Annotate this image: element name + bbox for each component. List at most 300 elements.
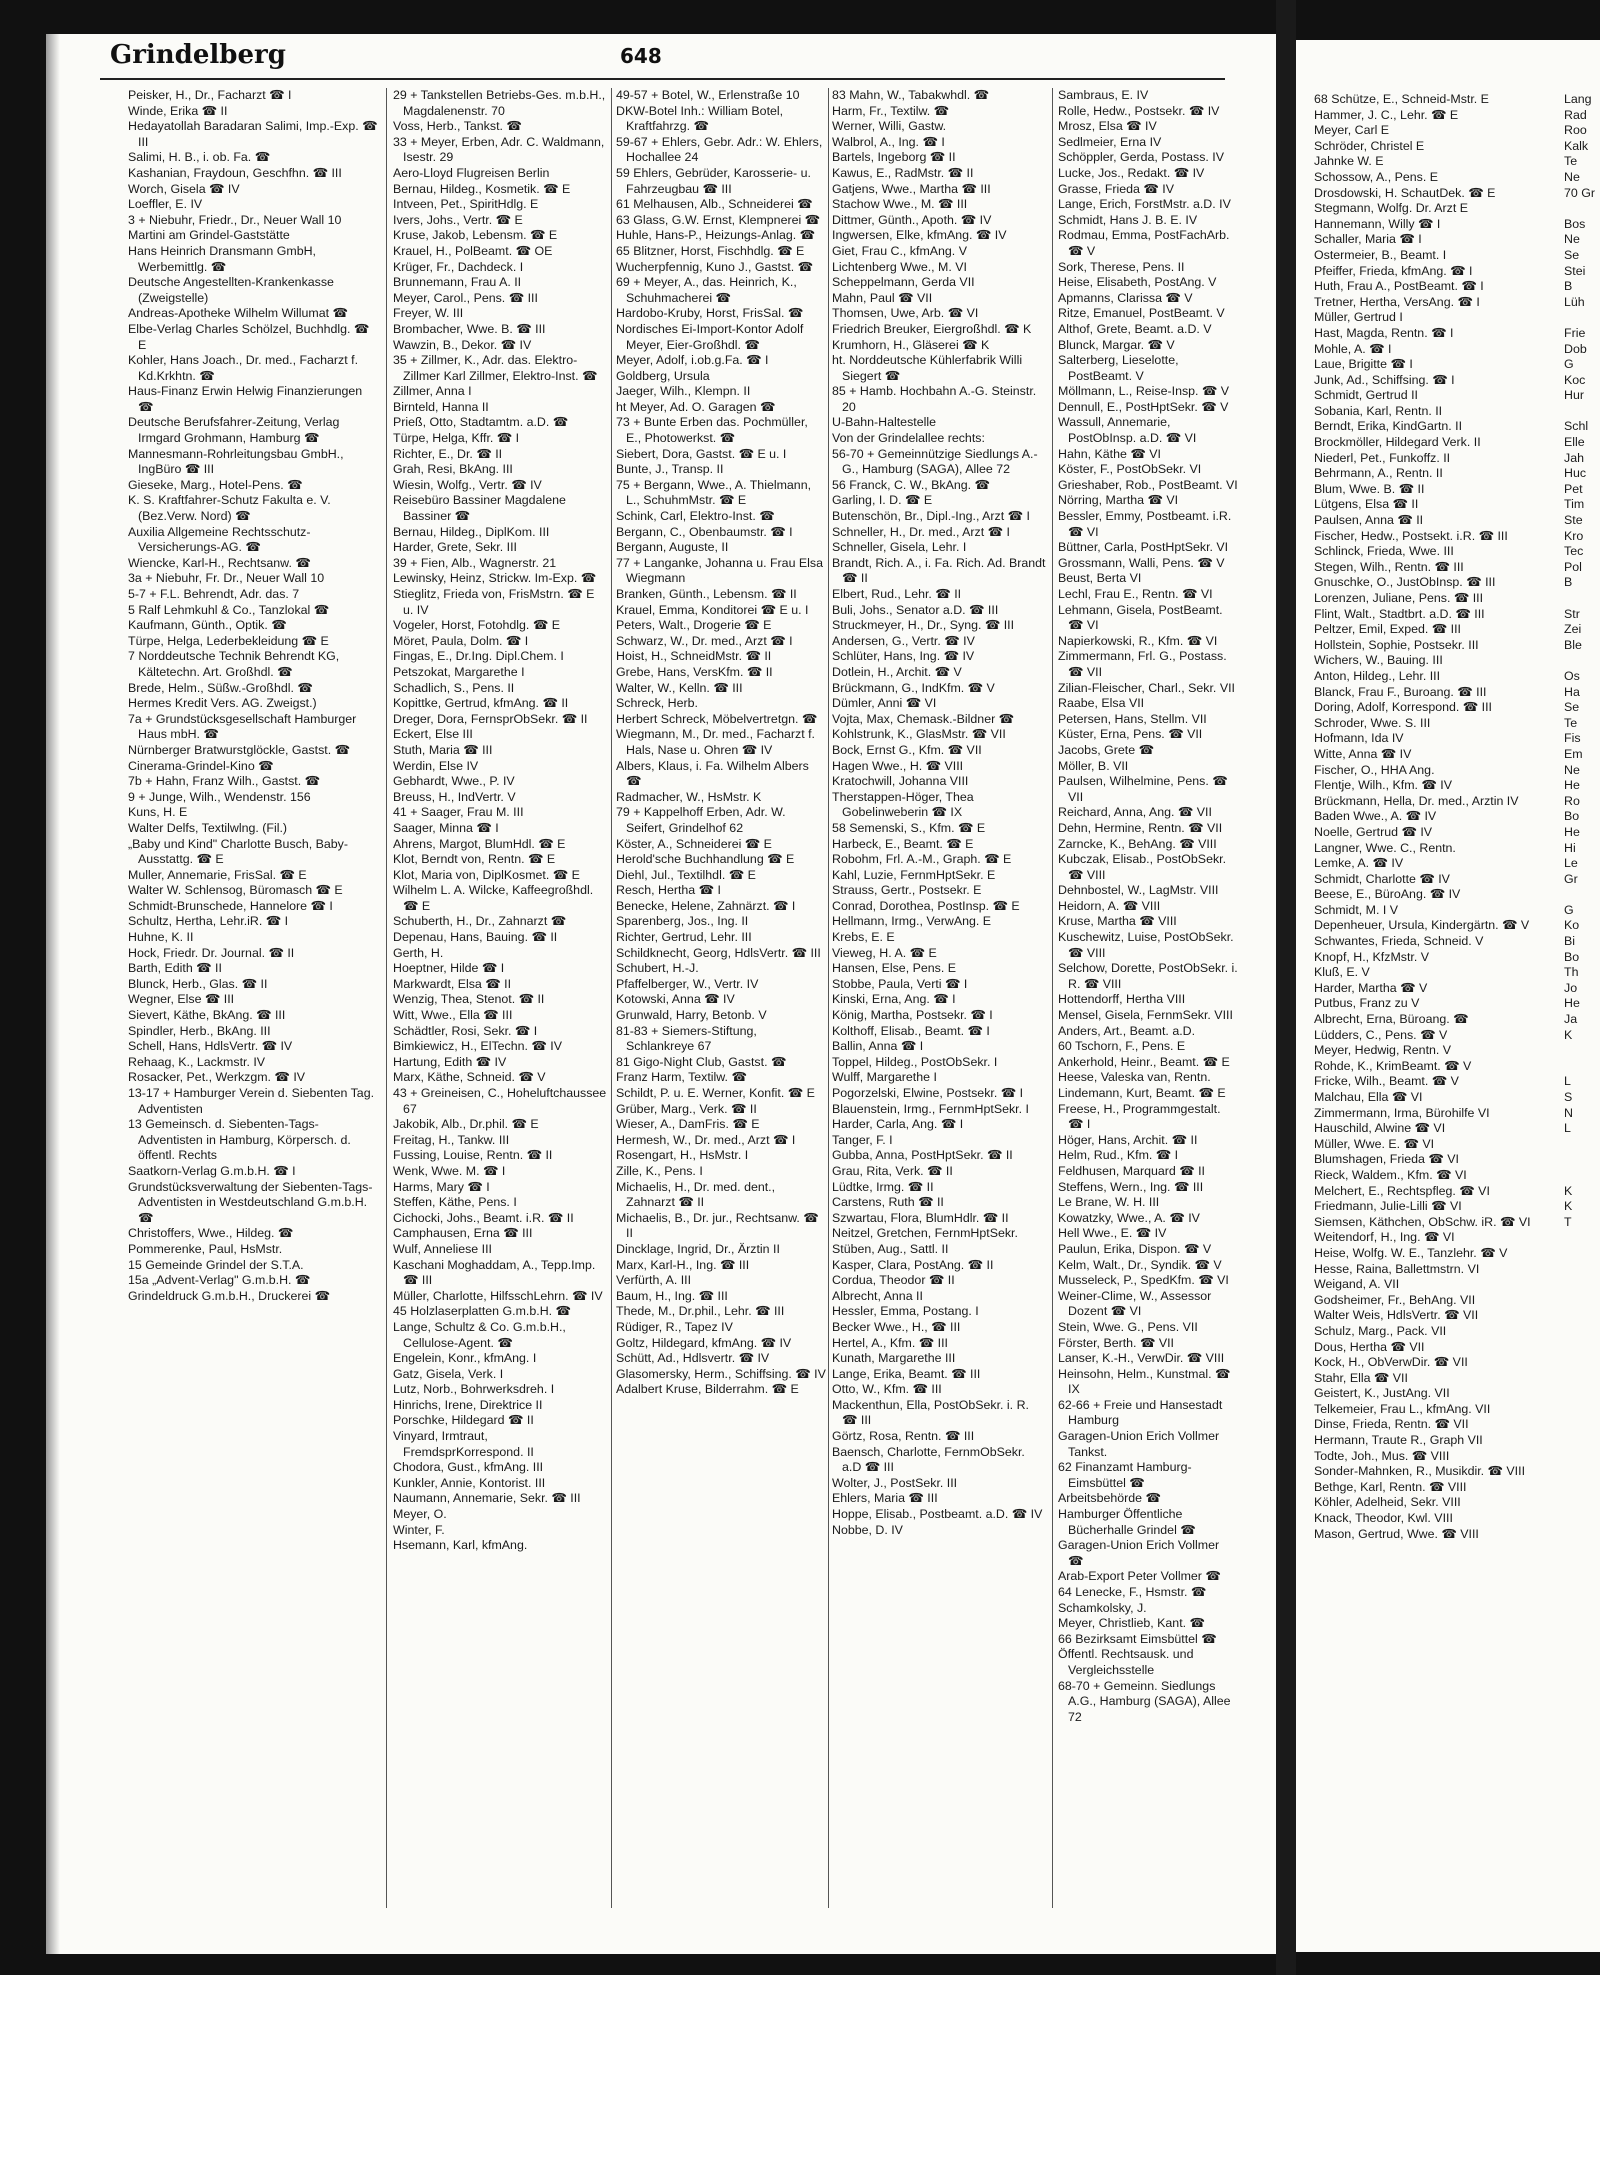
directory-entry: Ahrens, Margot, BlumHdl. ☎ E (393, 836, 566, 851)
column-divider (828, 88, 829, 1908)
directory-entry: Therstappen-Höger, Thea Gobelinweberin ☎ IX (832, 789, 974, 820)
directory-entry: Reichard, Anna, Ang. ☎ VII (1058, 805, 1212, 820)
directory-entry: Dincklage, Ingrid, Dr., Ärztin II (616, 1241, 780, 1256)
directory-entry: Auxilia Allgemeine Rechtsschutz-Versicherungs-AG. ☎ (128, 524, 311, 555)
directory-entry: Hesse, Raina, Ballettmstrn. VI (1314, 1261, 1480, 1276)
directory-entry: Witt, Wwe., Ella ☎ III (393, 1008, 513, 1023)
directory-entry: Kohlstrunk, K., GlasMstr. ☎ VII (832, 727, 1006, 742)
directory-entry: Noelle, Gertrud ☎ IV (1314, 824, 1433, 839)
directory-entry: Wassull, Annemarie, PostObInsp. a.D. ☎ VI (1058, 415, 1197, 446)
directory-entry: Sork, Therese, Pens. II (1058, 259, 1185, 274)
directory-entry: Kruse, Martha ☎ VIII (1058, 914, 1177, 929)
directory-entry: Schuberth, H., Dr., Zahnarzt ☎ (393, 914, 567, 929)
directory-entry: 13 Gemeinsch. d. Siebenten-Tags-Adventisten in Hamburg, Körpersch. d. öffentl. Rechts (128, 1117, 351, 1163)
directory-entry: Brückmann, G., IndKfm. ☎ V (832, 680, 995, 695)
directory-entry: Wilhelm L. A. Wilcke, Kaffeegroßhdl. ☎ E (393, 883, 594, 913)
directory-entry: Köhler, Adelheid, Sekr. VIII (1314, 1495, 1461, 1510)
directory-entry: Lemke, A. ☎ IV (1314, 856, 1404, 871)
directory-entry: Goltz, Hildegard, kfmAng. ☎ IV (616, 1335, 792, 1350)
directory-entry: Schroder, Wwe. S. III (1314, 715, 1431, 730)
directory-entry: Wiegmann, M., Dr. med., Facharzt f. Hals, Nase u. Ohren ☎ IV (616, 727, 815, 757)
directory-entry: Ballin, Anna ☎ I (832, 1039, 924, 1054)
directory-entry: Michaelis, B., Dr. jur., Rechtsanw. ☎ II (616, 1210, 819, 1241)
directory-entry: Wenzig, Thea, Stenot. ☎ II (393, 992, 545, 1007)
directory-entry: Rohde, K., KrimBeamt. ☎ V (1314, 1058, 1472, 1073)
directory-entry-fragment: Ne (1564, 232, 1580, 247)
directory-entry: Rodmau, Emma, PostFachArb. ☎ V (1058, 228, 1230, 258)
directory-entry: 83 Mahn, W., Tabakwhdl. ☎ (832, 88, 990, 102)
directory-entry: Bernau, Hildeg., Kosmetik. ☎ E (393, 181, 571, 196)
directory-column-4 (832, 88, 1047, 1888)
page-number: 648 (620, 44, 662, 68)
directory-entry: Dotlein, H., Archit. ☎ V (832, 664, 962, 679)
right-page-column-1 (1314, 92, 1544, 1542)
directory-entry: Wawzin, B., Dekor. ☎ IV (393, 337, 532, 352)
directory-entry: Görtz, Rosa, Rentn. ☎ III (832, 1429, 975, 1444)
directory-entry: Schultz, Hertha, Lehr.iR. ☎ I (128, 914, 289, 929)
directory-entry: Schossow, A., Pens. E (1314, 169, 1438, 184)
directory-entry: Walter Delfs, Textilwlng. (Fil.) (128, 820, 288, 835)
directory-entry-fragment: Le (1564, 856, 1578, 871)
directory-entry-fragment: 70 Gr (1564, 185, 1595, 200)
directory-entry: Cichocki, Johs., Beamt. i.R. ☎ II (393, 1210, 574, 1225)
directory-entry: Musseleck, P., SpedKfm. ☎ VI (1058, 1273, 1229, 1288)
directory-entry: Wieser, A., DamFris. ☎ E (616, 1117, 760, 1132)
directory-entry: Helm, Rud., Kfm. ☎ I (1058, 1148, 1179, 1163)
directory-entry: Andersen, G., Vertr. ☎ IV (832, 633, 975, 648)
directory-entry: Schwarz, W., Dr. med., Arzt ☎ I (616, 633, 793, 648)
directory-entry: Krüger, Fr., Dachdeck. I (393, 259, 524, 274)
directory-entry: Pogorzelski, Elwine, Postsekr. ☎ I (832, 1086, 1024, 1100)
directory-entry: Drosdowski, H. SchautDek. ☎ E (1314, 185, 1496, 200)
directory-entry-fragment: Lang (1564, 92, 1592, 106)
directory-entry: Reisebüro Bassiner Magdalene Bassiner ☎ (393, 493, 566, 524)
directory-entry: 15 Gemeinde Grindel der S.T.A. (128, 1257, 304, 1272)
directory-entry: Rosacker, Pet., Werkzgm. ☎ IV (128, 1070, 306, 1085)
directory-entry: Von der Grindelallee rechts: (832, 431, 985, 446)
directory-entry: Öffentl. Rechtsausk. und Vergleichsstelle (1058, 1647, 1194, 1677)
directory-entry: Möret, Paula, Dolm. ☎ I (393, 633, 529, 648)
directory-column-1 (128, 88, 378, 1888)
directory-entry: Schneller, Gisela, Lehr. I (832, 540, 967, 555)
directory-entry: Brede, Helm., Süßw.-Großhdl. ☎ (128, 680, 313, 695)
directory-entry: Arbeitsbehörde ☎ (1058, 1491, 1161, 1506)
directory-entry-fragment: He (1564, 996, 1580, 1011)
directory-entry-fragment: K (1564, 1027, 1573, 1042)
directory-entry: Marx, Käthe, Schneid. ☎ V (393, 1070, 546, 1085)
directory-entry: Hottendorff, Hertha VIII (1058, 992, 1186, 1007)
directory-entry: Schildt, P. u. E. Werner, Konfit. ☎ E (616, 1086, 815, 1100)
directory-entry-fragment: Stei (1564, 263, 1586, 278)
directory-entry-fragment: Ne (1564, 169, 1580, 184)
directory-entry: Meyer, Hedwig, Rentn. V (1314, 1043, 1452, 1058)
directory-entry: Loeffler, E. IV (128, 197, 203, 212)
directory-entry: Vinyard, Irmtraut, FremdsprKorrespond. II (393, 1429, 534, 1459)
directory-entry: Blanck, Frau F., Buroang. ☎ III (1314, 684, 1487, 699)
directory-entry: Petersen, Hans, Stellm. VII (1058, 711, 1207, 726)
directory-entry: Kasper, Clara, PostAng. ☎ II (832, 1257, 994, 1272)
directory-entry: Lütgens, Elsa ☎ II (1314, 497, 1419, 512)
directory-entry: Schadlich, S., Pens. II (393, 680, 515, 695)
directory-entry: Strauss, Gertr., Postsekr. E (832, 883, 982, 898)
directory-entry: Kruse, Jakob, Lebensm. ☎ E (393, 228, 558, 243)
directory-entry-fragment: Fis (1564, 731, 1581, 746)
directory-entry-fragment: Jo (1564, 980, 1578, 995)
directory-entry: Hoist, H., SchneidMstr. ☎ II (616, 649, 772, 664)
directory-entry: Kolthoff, Elisab., Beamt. ☎ I (832, 1023, 990, 1038)
directory-entry: Brandt, Rich. A., i. Fa. Rich. Ad. Brandt ☎ II (832, 555, 1046, 586)
directory-entry: Werner, Willi, Gastw. (832, 119, 947, 134)
directory-entry: Ivers, Johs., Vertr. ☎ E (393, 212, 523, 227)
directory-entry-fragment: Os (1564, 668, 1580, 683)
directory-entry: Stüben, Aug., Sattl. II (832, 1241, 949, 1256)
directory-entry: Fingas, E., Dr.Ing. Dipl.Chem. I (393, 649, 564, 664)
directory-entry: 39 + Fien, Alb., Wagnerstr. 21 (393, 555, 557, 570)
directory-entry: 65 Blitzner, Horst, Fischhdlg. ☎ E (616, 243, 805, 258)
directory-entry: Möller, B. VII (1058, 758, 1129, 773)
directory-entry: Butenschön, Br., Dipl.-Ing., Arzt ☎ I (832, 509, 1030, 524)
directory-entry: Eckert, Else III (393, 727, 473, 742)
directory-entry: Gubba, Anna, PostHptSekr. ☎ II (832, 1148, 1013, 1163)
directory-entry: Cinerama-Grindel-Kino ☎ (128, 758, 274, 773)
directory-entry: 77 + Langanke, Johanna u. Frau Elsa Wiegmann (616, 555, 824, 586)
directory-entry: Kunath, Margarethe III (832, 1351, 956, 1366)
directory-entry: Hoppe, Elisab., Postbeamt. a.D. ☎ IV (832, 1507, 1043, 1522)
directory-entry-fragment: Dob (1564, 341, 1587, 356)
directory-entry: 62 Finanzamt Hamburg-Eimsbüttel ☎ (1058, 1460, 1192, 1490)
directory-entry: Christoffers, Wwe., Hildeg. ☎ (128, 1226, 294, 1241)
directory-entry: Buli, Johs., Senator a.D. ☎ III (832, 602, 999, 617)
directory-entry: Barth, Edith ☎ II (128, 961, 222, 976)
directory-entry: Hermesh, W., Dr. med., Arzt ☎ I (616, 1132, 796, 1147)
directory-entry: Friedrich Breuker, Eiergroßhdl. ☎ K (832, 321, 1032, 336)
directory-entry: Hartung, Edith ☎ IV (393, 1054, 507, 1069)
directory-entry: Schaller, Maria ☎ I (1314, 232, 1422, 247)
directory-entry: 56 Franck, C. W., BkAng. ☎ (832, 477, 990, 492)
directory-entry: Zimmermann, Irma, Bürohilfe VI (1314, 1105, 1490, 1120)
directory-entry: Lindemann, Kurt, Beamt. ☎ E (1058, 1086, 1226, 1100)
directory-entry-fragment: Bo (1564, 809, 1580, 824)
directory-entry: Naumann, Annemarie, Sekr. ☎ III (393, 1491, 581, 1506)
directory-entry: Lange, Schultz & Co. G.m.b.H., Cellulose-Agent. ☎ (393, 1319, 566, 1350)
directory-entry: Schink, Carl, Elektro-Inst. ☎ (616, 509, 775, 524)
directory-entry: 35 + Zillmer, K., Adr. das. Elektro-Zillmer Karl Zillmer, Elektro-Inst. ☎ (393, 353, 598, 383)
directory-entry: Malchau, Ella ☎ VI (1314, 1090, 1423, 1104)
directory-entry: Anders, Art., Beamt. a.D. (1058, 1023, 1196, 1038)
directory-entry: Nürnberger Bratwurstglöckle, Gastst. ☎ (128, 742, 351, 757)
directory-entry: Kelm, Walt., Dr., Syndik. ☎ V (1058, 1257, 1222, 1272)
directory-entry: Peters, Walt., Drogerie ☎ E (616, 618, 772, 633)
directory-entry: Hock, Friedr. Dr. Journal. ☎ II (128, 945, 295, 960)
directory-entry: Nörring, Martha ☎ VI (1058, 493, 1179, 508)
directory-entry: Feldhusen, Marquard ☎ II (1058, 1163, 1205, 1178)
directory-entry: Harder, Martha ☎ V (1314, 980, 1428, 995)
directory-entry: 43 + Greineisen, C., Hoheluftchaussee 67 (393, 1086, 607, 1116)
directory-entry: Gatjens, Wwe., Martha ☎ III (832, 181, 991, 196)
directory-entry: Lutz, Norb., Bohrwerksdreh. I (393, 1382, 555, 1397)
directory-entry: Wegner, Else ☎ III (128, 992, 235, 1007)
directory-entry: Weiner-Clime, W., Assessor Dozent ☎ VI (1058, 1288, 1212, 1319)
directory-entry-fragment: Str (1564, 606, 1580, 621)
directory-entry: Herbert Schreck, Möbelvertretgn. ☎ (616, 711, 818, 726)
directory-entry: Birnteld, Hanna II (393, 399, 489, 414)
directory-entry: Deutsche Angestellten-Krankenkasse (Zweigstelle) (128, 275, 334, 305)
directory-entry: Prieß, Otto, Stadtamtm. a.D. ☎ (393, 415, 569, 430)
directory-entry: Hermes Kredit Vers. AG. Zweigst.) (128, 696, 317, 711)
directory-entry: Voss, Herb., Tankst. ☎ (393, 119, 522, 134)
directory-entry: 66 Bezirksamt Eimsbüttel ☎ (1058, 1631, 1217, 1646)
directory-entry: Walter Weis, HdlsVertr. ☎ VII (1314, 1308, 1479, 1323)
directory-entry-fragment (1564, 1137, 1600, 1153)
directory-entry: 41 + Saager, Frau M. III (393, 805, 524, 820)
directory-entry: ht. Norddeutsche Kühlerfabrik Willi Siegert ☎ (832, 353, 1023, 383)
directory-entry: Hauschild, Alwine ☎ VI (1314, 1121, 1446, 1136)
directory-entry: Heinsohn, Helm., Kunstmal. ☎ IX (1058, 1366, 1231, 1397)
directory-entry: Klot, Maria von, DiplKosmet. ☎ E (393, 867, 580, 882)
directory-entry: Kluß, E. V (1314, 965, 1370, 980)
directory-entry: Zillmer, Anna I (393, 384, 472, 399)
directory-entry: Hollstein, Sophie, Postsekr. III (1314, 637, 1479, 652)
directory-entry: Brunnemann, Frau A. II (393, 275, 522, 290)
directory-entry-fragment: Te (1564, 715, 1578, 730)
directory-entry: Rehaag, K., Lackmstr. IV (128, 1054, 266, 1069)
directory-entry-fragment: Schl (1564, 419, 1589, 434)
directory-entry-fragment (1564, 887, 1600, 903)
directory-entry: Albrecht, Anna II (832, 1288, 923, 1303)
directory-entry: Siemsen, Käthchen, ObSchw. iR. ☎ VI (1314, 1214, 1531, 1229)
directory-entry: Hardobo-Kruby, Horst, FrisSal. ☎ (616, 306, 804, 321)
directory-entry: Grüber, Marg., Verk. ☎ II (616, 1101, 757, 1116)
directory-entry: Blauenstein, Irmg., FernmHptSekr. I (832, 1101, 1029, 1116)
directory-entry: Muller, Annemarie, FrisSal. ☎ E (128, 867, 307, 882)
directory-entry-fragment: Frie (1564, 325, 1586, 340)
directory-entry-fragment: Rad (1564, 107, 1587, 122)
directory-entry: Beust, Berta VI (1058, 571, 1142, 586)
directory-entry: Bimkiewicz, H., ElTechn. ☎ IV (393, 1039, 562, 1054)
directory-entry-fragment (1564, 1043, 1600, 1059)
directory-entry-fragment: Zei (1564, 622, 1582, 637)
directory-entry: Saatkorn-Verlag G.m.b.H. ☎ I (128, 1163, 296, 1178)
directory-entry: Kowatzky, Wwe., A. ☎ IV (1058, 1210, 1200, 1225)
directory-entry-fragment: Ble (1564, 637, 1582, 652)
directory-entry: 3 + Niebuhr, Friedr., Dr., Neuer Wall 10 (128, 212, 342, 227)
directory-entry: Rolle, Hedw., Postsekr. ☎ IV (1058, 103, 1220, 118)
directory-entry: Hsemann, Karl, kfmAng. (393, 1538, 528, 1553)
directory-entry: Kotowski, Anna ☎ IV (616, 992, 735, 1007)
directory-entry: Grau, Rita, Verk. ☎ II (832, 1163, 953, 1178)
directory-entry: Grindeldruck G.m.b.H., Druckerei ☎ (128, 1288, 331, 1303)
directory-entry: Kopittke, Gertrud, kfmAng. ☎ II (393, 696, 569, 711)
directory-entry-fragment: Ha (1564, 684, 1580, 699)
directory-entry: Zarncke, K., BehAng. ☎ VIII (1058, 836, 1217, 851)
directory-entry: Stahr, Ella ☎ VII (1314, 1370, 1408, 1385)
directory-entry-fragment: Ste (1564, 513, 1583, 528)
directory-entry: Zille, K., Pens. I (616, 1163, 703, 1178)
directory-entry: Ehlers, Maria ☎ III (832, 1491, 938, 1506)
directory-entry: Huhle, Hans-P., Heizungs-Anlag. ☎ (616, 228, 816, 243)
directory-entry: Hessler, Emma, Postang. I (832, 1304, 979, 1319)
directory-entry: Freese, H., Programmgestalt. ☎ I (1058, 1101, 1221, 1132)
directory-entry: Brockmöller, Hildegard Verk. II (1314, 435, 1481, 450)
directory-entry: Thede, M., Dr.phil., Lehr. ☎ III (616, 1304, 785, 1319)
directory-entry: Adalbert Kruse, Bilderrahm. ☎ E (616, 1382, 799, 1397)
directory-entry: Wichers, W., Bauing. III (1314, 653, 1443, 668)
directory-entry: Schell, Hans, HdlsVertr. ☎ IV (128, 1039, 293, 1054)
directory-entry-fragment: Kalk (1564, 138, 1589, 153)
directory-entry: Werdin, Else IV (393, 758, 479, 773)
directory-entry: 15a „Advent-Verlag" G.m.b.H. ☎ (128, 1273, 311, 1288)
directory-entry-fragment: Em (1564, 746, 1583, 761)
directory-entry: Krauel, Emma, Konditorei ☎ E u. I (616, 602, 809, 617)
directory-entry: Türpe, Helga, Kffr. ☎ I (393, 431, 520, 446)
directory-entry: Andreas-Apotheke Wilhelm Willumat ☎ (128, 306, 348, 321)
directory-entry: Grah, Resi, BkAng. III (393, 462, 513, 477)
directory-entry-fragment: He (1564, 824, 1580, 839)
directory-entry-fragment: N (1564, 1105, 1573, 1120)
directory-entry: Fischer, O., HHA Ang. (1314, 762, 1435, 777)
directory-entry: Haus-Finanz Erwin Helwig Finanzierungen ☎ (128, 384, 363, 414)
directory-entry: Grebe, Hans, VersKfm. ☎ II (616, 664, 773, 679)
directory-entry: Schmidt, M. I V (1314, 902, 1398, 917)
directory-entry: Brückmann, Hella, Dr. med., Arztin IV (1314, 793, 1519, 808)
directory-entry-fragment: Gr (1564, 871, 1578, 886)
directory-entry: Fussing, Louise, Rentn. ☎ II (393, 1148, 553, 1163)
directory-entry: Michaelis, H., Dr. med. dent., Zahnarzt ☎ II (616, 1179, 776, 1210)
directory-entry: Huth, Frau A., PostBeamt. ☎ I (1314, 279, 1484, 294)
directory-entry: Ankerhold, Heinr., Beamt. ☎ E (1058, 1054, 1230, 1069)
directory-entry: Dous, Hertha ☎ VII (1314, 1339, 1425, 1354)
directory-entry: Schöppler, Gerda, Postass. IV (1058, 150, 1224, 165)
directory-entry: Tretner, Hertha, VersAng. ☎ I (1314, 294, 1480, 309)
directory-entry: Szwartau, Flora, BlumHdlr. ☎ II (832, 1210, 1009, 1225)
directory-entry: Hertel, A., Kfm. ☎ III (832, 1335, 948, 1350)
directory-entry: Toppel, Hildeg., PostObSekr. I (832, 1054, 998, 1069)
directory-entry: Porschke, Hildegard ☎ II (393, 1413, 534, 1428)
directory-entry-fragment (1564, 653, 1600, 669)
directory-entry: 75 + Bergann, Wwe., A. Thielmann, L., SchuhmMstr. ☎ E (616, 477, 812, 508)
directory-entry: Struckmeyer, H., Dr., Syng. ☎ III (832, 618, 1015, 633)
column-divider (611, 88, 612, 1908)
directory-entry: Knack, Theodor, Kwl. VIII (1314, 1511, 1453, 1526)
directory-entry: Albrecht, Erna, Büroang. ☎ (1314, 1012, 1469, 1027)
directory-entry: Schlüter, Hans, Ing. ☎ IV (832, 649, 975, 664)
directory-entry: 81-83 + Siemers-Stiftung, Schlankreye 67 (616, 1023, 757, 1054)
directory-entry: Peltzer, Emil, Exped. ☎ III (1314, 622, 1461, 637)
directory-entry: Hofmann, Ida IV (1314, 731, 1404, 746)
directory-entry: 79 + Kappelhoff Erben, Adr. W. Seifert, Grindelhof 62 (616, 805, 786, 835)
directory-entry: Engelein, Konr., kfmAng. I (393, 1351, 537, 1366)
directory-entry: Bergann, Auguste, II (616, 540, 729, 555)
directory-entry: 9 + Junge, Wilh., Wendenstr. 156 (128, 789, 311, 804)
directory-entry: Junk, Ad., Schiffsing. ☎ I (1314, 372, 1455, 387)
directory-entry: Schneller, H., Dr. med., Arzt ☎ I (832, 524, 1010, 539)
directory-entry: Sobania, Karl, Rentn. II (1314, 403, 1443, 418)
directory-entry: Ingwersen, Elke, kfmAng. ☎ IV (832, 228, 1007, 243)
directory-entry: Dinse, Frieda, Rentn. ☎ VII (1314, 1417, 1469, 1432)
directory-entry: Freyer, W. III (393, 306, 464, 321)
directory-entry: Arab-Export Peter Vollmer ☎ (1058, 1569, 1221, 1584)
directory-entry: Harm, Fr., Textilw. ☎ (832, 103, 950, 118)
directory-entry-fragment: Ne (1564, 762, 1580, 777)
directory-entry-fragment (1564, 310, 1600, 326)
directory-entry: Branken, Günth., Lebensm. ☎ II (616, 587, 797, 601)
directory-entry-fragment: K (1564, 1183, 1573, 1198)
directory-entry: Dennull, E., PostHptSekr. ☎ V (1058, 399, 1229, 414)
directory-entry: Hammer, J. C., Lehr. ☎ E (1314, 107, 1459, 122)
directory-entry: Franz Harm, Textilw. ☎ (616, 1070, 747, 1085)
directory-entry: Siebert, Dora, Gastst. ☎ E u. I (616, 446, 787, 461)
directory-entry: Walter W. Schlensog, Büromasch ☎ E (128, 883, 343, 898)
directory-entry: Krumhorn, H., Gläserei ☎ K (832, 337, 990, 352)
directory-entry: Schildknecht, Georg, HdlsVertr. ☎ III (616, 945, 821, 960)
directory-entry: Kohler, Hans Joach., Dr. med., Facharzt f. Kd.Krkhtn. ☎ (128, 353, 359, 383)
directory-entry: Hans Heinrich Dransmann GmbH, Werbemittlg. ☎ (128, 243, 316, 274)
directory-entry: Camphausen, Erna ☎ III (393, 1226, 533, 1241)
directory-entry: Bernau, Hildeg., DiplKom. III (393, 524, 550, 539)
directory-entry: Thomsen, Uwe, Arb. ☎ VI (832, 306, 979, 321)
directory-entry: Fischer, Hedw., Postsekt. i.R. ☎ III (1314, 528, 1508, 543)
directory-entry: Garling, I. D. ☎ E (832, 493, 933, 508)
directory-entry: Hast, Magda, Rentn. ☎ I (1314, 325, 1454, 340)
directory-entry: Mason, Gertrud, Wwe. ☎ VIII (1314, 1526, 1479, 1541)
directory-entry-fragment: G (1564, 902, 1574, 917)
directory-entry: Schlinck, Frieda, Wwe. III (1314, 544, 1454, 559)
directory-entry: Nobbe, D. IV (832, 1522, 903, 1537)
directory-entry-fragment: Jah (1564, 450, 1584, 465)
directory-entry: Kawus, E., RadMstr. ☎ II (832, 165, 974, 180)
directory-entry-fragment: B (1564, 575, 1573, 590)
directory-entry: Kuns, H. E (128, 805, 188, 820)
directory-entry-fragment: L (1564, 1121, 1571, 1136)
directory-column-2 (393, 88, 607, 1888)
directory-entry-fragment (1564, 404, 1600, 420)
directory-entry: Brombacher, Wwe. B. ☎ III (393, 321, 546, 336)
directory-entry: Grundstücksverwaltung der Siebenten-Tags-Adventisten in Westdeutschland G.m.b.H. ☎ (128, 1179, 373, 1225)
directory-entry: Glasomersky, Herm., Schiffsing. ☎ IV (616, 1366, 826, 1381)
page-header (110, 40, 1230, 80)
book-gutter (1276, 0, 1296, 1975)
directory-entry: Aero-Lloyd Flugreisen Berlin (393, 165, 550, 180)
directory-entry: Knopf, H., KfzMstr. V (1314, 949, 1429, 964)
directory-entry: Schmidt-Brunschede, Hannelore ☎ I (128, 898, 333, 913)
right-page-column-2 (1564, 92, 1600, 1230)
directory-entry: 68-70 + Gemeinn. Siedlungs A.G., Hamburg (SAGA), Allee 72 (1058, 1678, 1231, 1724)
directory-entry: Peisker, H., Dr., Facharzt ☎ I (128, 88, 292, 102)
directory-entry: Hoeptner, Hilde ☎ I (393, 961, 505, 976)
directory-entry-fragment: Hur (1564, 388, 1584, 403)
directory-entry: Jacobs, Grete ☎ (1058, 742, 1155, 757)
directory-entry: Hellmann, Irmg., VerwAng. E (832, 914, 992, 929)
directory-entry: Lichtenberg Wwe., M. VI (832, 259, 967, 274)
directory-entry: Jaeger, Wilh., Klempn. II (616, 384, 751, 399)
directory-page-right (1296, 40, 1600, 1952)
directory-entry: Wulff, Margarethe I (832, 1070, 937, 1085)
directory-entry: Bartels, Ingeborg ☎ II (832, 150, 956, 165)
directory-entry-fragment: Elle (1564, 435, 1585, 450)
directory-entry: Möllmann, L., Reise-Insp. ☎ V (1058, 384, 1230, 399)
directory-entry: Krauel, H., PolBeamt. ☎ OE (393, 243, 553, 258)
directory-entry-fragment: Se (1564, 247, 1580, 262)
directory-entry: Mohle, A. ☎ I (1314, 341, 1392, 356)
directory-entry: Lucke, Jos., Redakt. ☎ IV (1058, 165, 1205, 180)
directory-entry-fragment (1564, 201, 1600, 217)
directory-entry: Deutsche Berufsfahrer-Zeitung, Verlag Irmgard Grohmann, Hamburg ☎ (128, 415, 340, 446)
directory-entry: 85 + Hamb. Hochbahn A.-G. Steinstr. 20 (832, 384, 1037, 414)
directory-entry: Sonder-Mahnken, R., Musikdir. ☎ VIII (1314, 1464, 1526, 1479)
directory-entry: 69 + Meyer, A., das. Heinrich, K., Schuhmacherei ☎ (616, 275, 797, 305)
directory-entry: Richter, E., Dr. ☎ II (393, 446, 503, 461)
directory-entry: Jahnke W. E (1314, 154, 1384, 169)
